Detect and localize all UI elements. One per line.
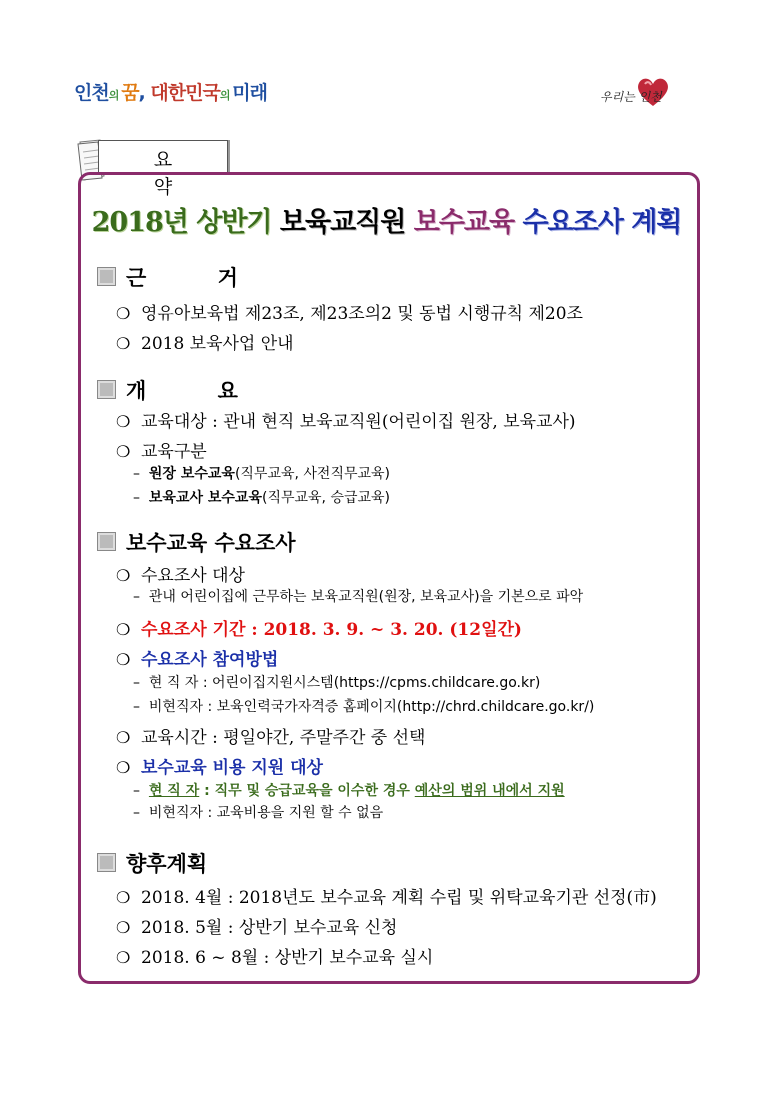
section-title: 향후계획 (126, 852, 208, 876)
document-title (0, 200, 773, 239)
sub-item (133, 802, 383, 822)
circle-bullet-icon: ❍ (116, 304, 131, 323)
incheon-slogan-logo: 인천의 꿈, 대한민국의 미래 (74, 82, 267, 104)
dash-marker: – (133, 783, 140, 799)
circle-bullet-icon: ❍ (116, 888, 131, 907)
section-heading-overview (97, 375, 270, 405)
square-bullet-icon (97, 380, 116, 399)
list-item-support (116, 753, 323, 778)
sub-item-text: 비현직자 : 교육비용을 지원 할 수 없음 (148, 805, 384, 821)
dash-marker: – (133, 466, 140, 482)
circle-bullet-icon: ❍ (116, 334, 131, 353)
list-item-period (116, 615, 522, 640)
list-item (116, 561, 245, 586)
square-bullet-icon (97, 267, 116, 286)
item-text: 수요조사 기간 : 2018. 3. 9. ~ 3. 20. (12일간) (141, 620, 522, 640)
dash-marker: – (133, 699, 140, 715)
circle-bullet-icon: ❍ (116, 948, 131, 967)
list-item (116, 437, 207, 462)
circle-bullet-icon: ❍ (116, 442, 131, 461)
item-text: 영유아보육법 제23조, 제23조의2 및 동법 시행규칙 제20조 (141, 304, 583, 324)
dash-marker: – (133, 490, 140, 506)
list-item (116, 913, 397, 938)
item-text: 2018. 4월 : 2018년도 보수교육 계획 수립 및 위탁교육기관 선정(市) (141, 888, 657, 908)
circle-bullet-icon: ❍ (116, 620, 131, 639)
summary-tab (98, 140, 228, 198)
sub-item (133, 487, 390, 507)
title-part-4: 수요조사 계획 (522, 207, 682, 238)
logo-right-text: 우리는 인천 (600, 90, 662, 104)
list-item (116, 883, 657, 908)
circle-bullet-icon: ❍ (116, 566, 131, 585)
sub-item (133, 696, 594, 716)
item-text: 2018. 5월 : 상반기 보수교육 신청 (141, 918, 398, 938)
list-item (116, 407, 576, 432)
section-title: 개 요 (126, 379, 270, 403)
title-part-1: 2018년 상반기 (91, 207, 272, 238)
item-text: 교육시간 : 평일야간, 주말주간 중 선택 (141, 728, 426, 748)
square-bullet-icon (97, 532, 116, 551)
dash-marker: – (133, 589, 140, 605)
section-heading-survey (97, 527, 296, 557)
list-item (116, 943, 433, 968)
summary-tab-label: 요 약 (153, 149, 195, 198)
sub-item-text: 관내 어린이집에 근무하는 보육교직원(원장, 보육교사)을 기본으로 파악 (148, 589, 584, 605)
list-item (116, 723, 425, 748)
list-item (116, 299, 583, 324)
item-text: 2018. 6 ~ 8월 : 상반기 보수교육 실시 (141, 948, 434, 968)
item-text: 수요조사 참여방법 (141, 650, 279, 670)
section-title: 보수교육 수요조사 (126, 531, 296, 555)
sub-item-bold: 보육교사 보수교육 (148, 490, 262, 506)
sub-item-text: 현 직 자 : 어린이집지원시스템(https://cpms.childcare.go.kr) (148, 675, 541, 691)
sub-item (133, 586, 583, 606)
list-item-method (116, 645, 278, 670)
sub-item-text: 비현직자 : 보육인력국가자격증 홈페이지(http://chrd.childcare.go.kr/) (148, 699, 595, 715)
title-part-3: 보수교육 (413, 207, 515, 238)
sub-item (133, 463, 390, 483)
sub-item-support-current (133, 780, 565, 800)
incheon-heart-logo (600, 74, 700, 114)
item-text: 수요조사 대상 (141, 566, 245, 586)
item-text: 2018 보육사업 안내 (141, 334, 294, 354)
dash-marker: – (133, 675, 140, 691)
section-heading-basis (97, 262, 270, 292)
sub-item-bold: 현 직 자 (148, 783, 200, 799)
circle-bullet-icon: ❍ (116, 758, 131, 777)
circle-bullet-icon: ❍ (116, 728, 131, 747)
circle-bullet-icon: ❍ (116, 650, 131, 669)
sub-item-text: : 직무 및 승급교육을 이수한 경우 (199, 783, 415, 799)
item-text: 교육구분 (141, 442, 207, 462)
square-bullet-icon (97, 853, 116, 872)
section-title: 근 거 (126, 266, 270, 290)
section-heading-future (97, 848, 207, 878)
sub-item-text: (직무교육, 승급교육) (261, 490, 391, 506)
circle-bullet-icon: ❍ (116, 918, 131, 937)
sub-item-text-underlined: 예산의 범위 내에서 지원 (414, 783, 565, 799)
sub-item-text: (직무교육, 사전직무교육) (234, 466, 391, 482)
sub-item-bold: 원장 보수교육 (148, 466, 235, 482)
title-part-2: 보육교직원 (279, 207, 406, 238)
item-text: 교육대상 : 관내 현직 보육교직원(어린이집 원장, 보육교사) (141, 412, 576, 432)
item-text: 보수교육 비용 지원 대상 (141, 758, 323, 778)
sub-item (133, 672, 540, 692)
circle-bullet-icon: ❍ (116, 412, 131, 431)
list-item (116, 329, 294, 354)
dash-marker: – (133, 805, 140, 821)
